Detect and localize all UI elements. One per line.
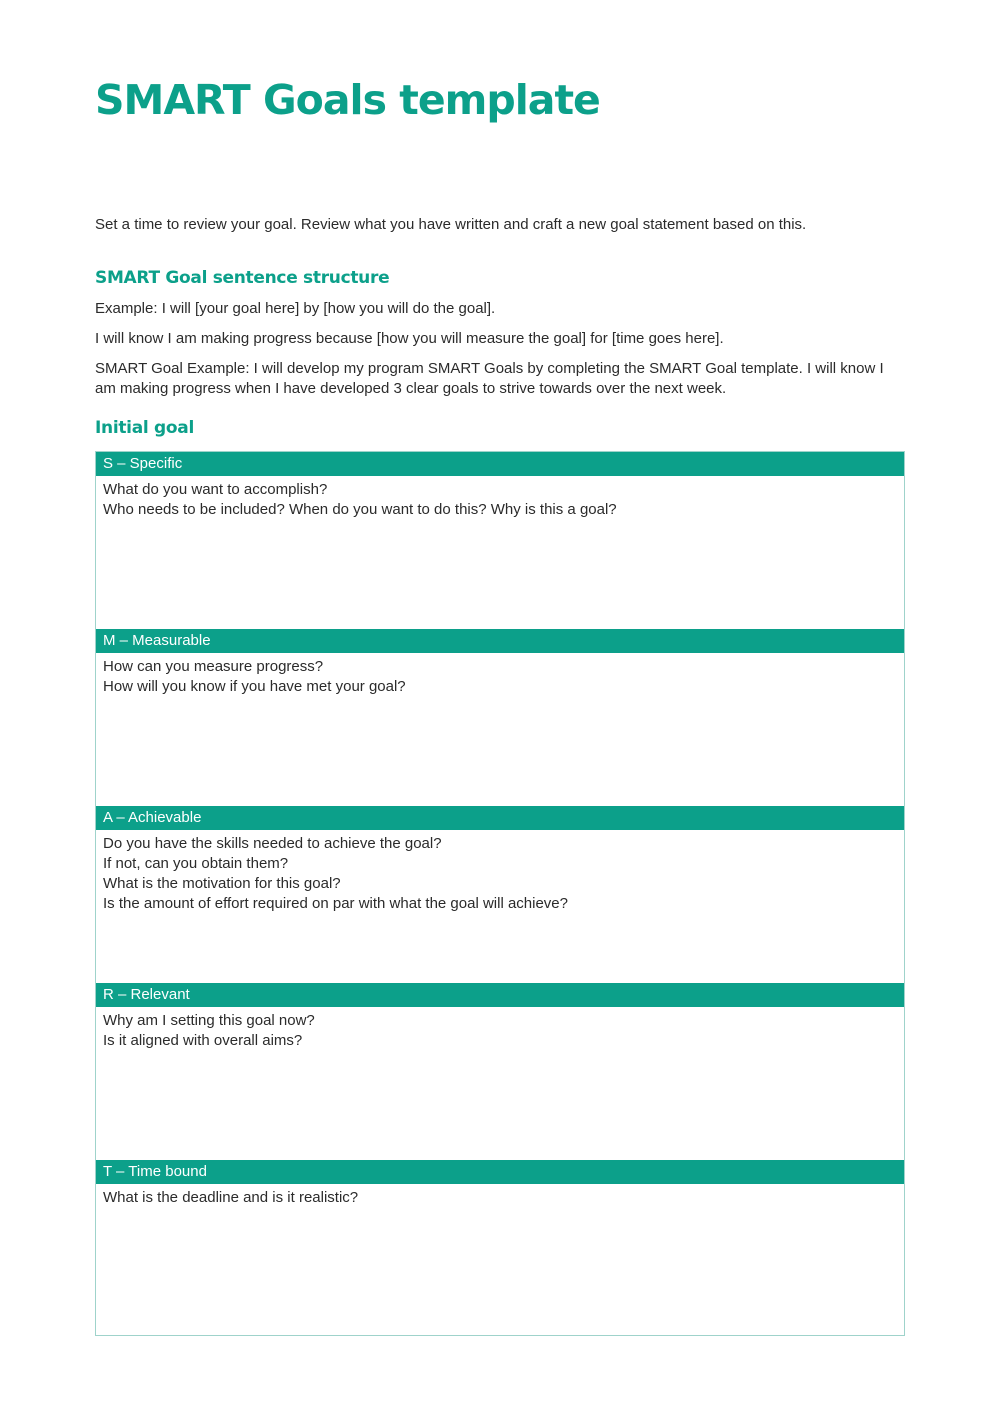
goal-prompt: If not, can you obtain them? xyxy=(103,855,289,872)
goal-row-relevant xyxy=(96,983,904,1160)
goal-row-body[interactable] xyxy=(96,1007,904,1051)
goal-prompt: Is it aligned with overall aims? xyxy=(103,1032,303,1049)
initial-goal-heading: Initial goal xyxy=(95,418,194,438)
goal-row-achievable xyxy=(96,806,904,983)
goal-prompt: Who needs to be included? When do you want to do this? Why is this a goal? xyxy=(103,501,617,518)
goal-row-header: S – Specific xyxy=(96,452,904,476)
structure-smart-example: SMART Goal Example: I will develop my program SMART Goals by completing the SMART Goal template. I will know I am making progress when I have developed 3 clear goals to strive towards over the next week. xyxy=(95,360,884,397)
goal-prompt: What is the motivation for this goal? xyxy=(103,875,341,892)
goal-prompt: Is the amount of effort required on par with what the goal will achieve? xyxy=(103,895,568,912)
goal-table xyxy=(95,451,905,1336)
goal-row-header: A – Achievable xyxy=(96,806,904,830)
goal-prompt: How can you measure progress? xyxy=(103,658,324,675)
goal-prompt: Do you have the skills needed to achieve the goal? xyxy=(103,835,442,852)
goal-prompt: What do you want to accomplish? xyxy=(103,481,328,498)
goal-row-time-bound xyxy=(96,1160,904,1335)
structure-heading: SMART Goal sentence structure xyxy=(95,268,390,288)
goal-row-specific xyxy=(96,452,904,629)
structure-progress: I will know I am making progress because [how you will measure the goal] for [time goes here]. xyxy=(95,330,724,347)
goal-row-measurable xyxy=(96,629,904,806)
goal-row-header: R – Relevant xyxy=(96,983,904,1007)
goal-row-header: M – Measurable xyxy=(96,629,904,653)
goal-prompt: What is the deadline and is it realistic? xyxy=(103,1189,359,1206)
structure-example: Example: I will [your goal here] by [how you will do the goal]. xyxy=(95,300,496,317)
goal-row-header: T – Time bound xyxy=(96,1160,904,1184)
goal-row-body[interactable] xyxy=(96,476,904,520)
goal-row-body[interactable] xyxy=(96,830,904,914)
goal-prompt: How will you know if you have met your goal? xyxy=(103,678,406,695)
goal-row-body[interactable] xyxy=(96,653,904,697)
goal-row-body[interactable] xyxy=(96,1184,904,1208)
goal-prompt: Why am I setting this goal now? xyxy=(103,1012,315,1029)
page-title: SMART Goals template xyxy=(95,76,600,124)
intro-text: Set a time to review your goal. Review what you have written and craft a new goal statement based on this. xyxy=(95,216,807,233)
